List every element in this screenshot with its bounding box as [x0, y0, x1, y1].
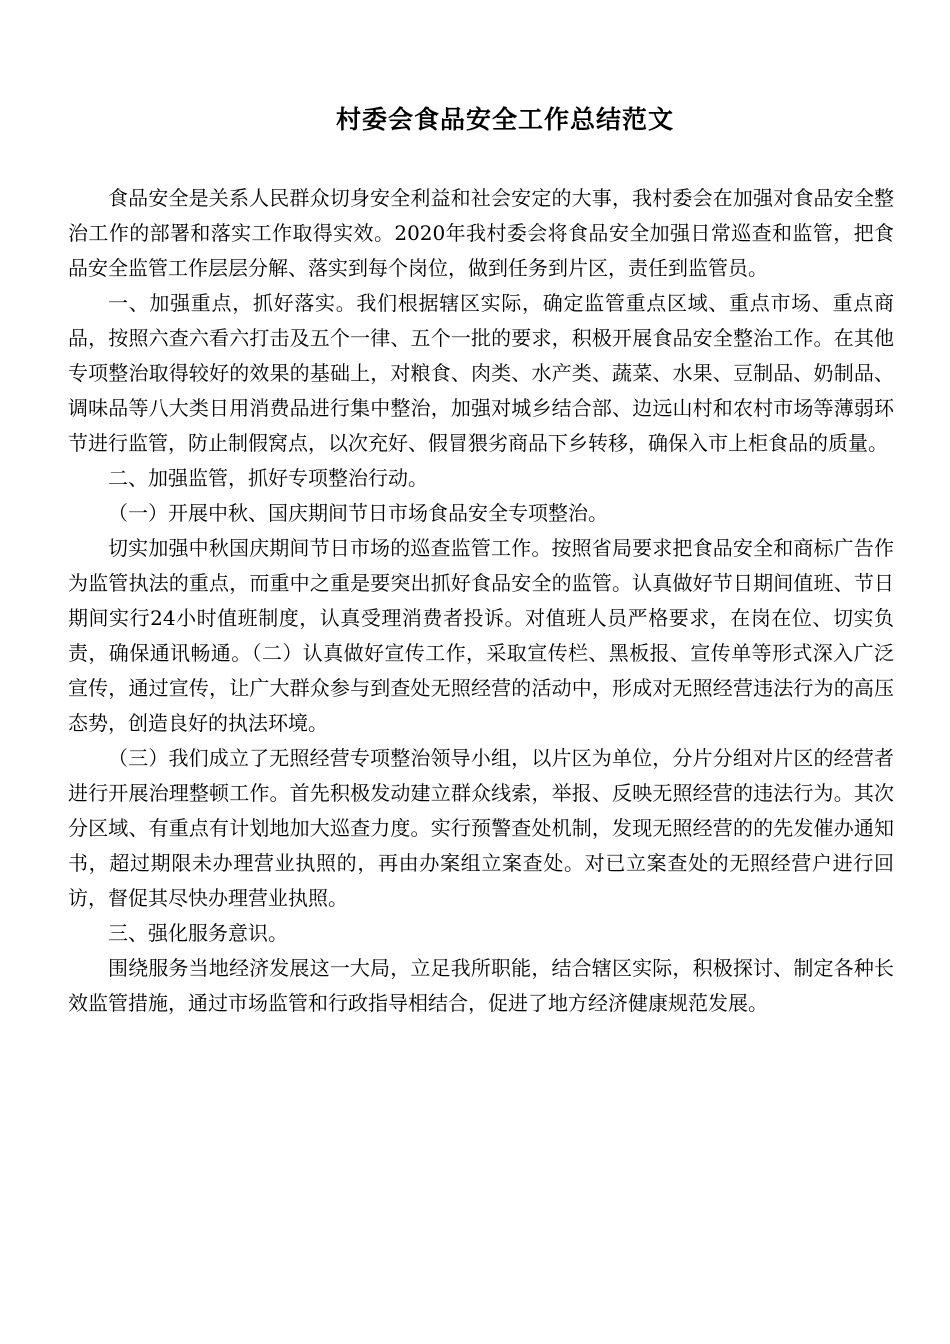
- document-body: [68, 181, 894, 1021]
- paragraph-section-3-body: 围绕服务当地经济发展这一大局，立足我所职能，结合辖区实际，积极探讨、制定各种长效监管措施，通过市场监管和行政指导相结合，促进了地方经济健康规范发展。: [68, 956, 894, 1015]
- paragraph-section-1: 一、加强重点，抓好落实。我们根据辖区实际，确定监管重点区域、重点市场、重点商品，按照六查六看六打击及五个一律、五个一批的要求，积极开展食品安全整治工作。在其他专项整治取得较好的效果的基础上，对粮食、肉类、水产类、蔬菜、水果、豆制品、奶制品、调味品等八大类日用消费品进行集中整治，加强对城乡结合部、边远山村和农村市场等薄弱环节进行监管，防止制假窝点，以次充好、假冒猥劣商品下乡转移，确保入市上柜食品的质量。: [68, 291, 894, 455]
- paragraph-subsection-3: （三）我们成立了无照经营专项整治领导小组，以片区为单位，分片分组对片区的经营者进行开展治理整顿工作。首先积极发动建立群众线索，举报、反映无照经营的违法行为。其次分区域、有重点有计划地加大巡查力度。实行预警查处机制，发现无照经营的的先发催办通知书，超过期限未办理营业执照的，再由办案组立案查处。对已立案查处的无照经营户进行回访，督促其尽快办理营业执照。: [68, 746, 894, 910]
- paragraph-subsection-1-heading: （一）开展中秋、国庆期间节日市场食品安全专项整治。: [108, 501, 608, 525]
- paragraph-section-3-heading: 三、强化服务意识。: [108, 921, 288, 945]
- paragraph-intro: 食品安全是关系人民群众切身安全利益和社会安定的大事，我村委会在加强对食品安全整治工作的部署和落实工作取得实效。2020年我村委会将食品安全加强日常巡查和监管，把食品安全监管工作层层分解、落实到每个岗位，做到任务到片区，责任到监管员。: [68, 186, 894, 280]
- paragraph-section-2-heading: 二、加强监管，抓好专项整治行动。: [108, 466, 428, 490]
- paragraph-subsection-1-body: 切实加强中秋国庆期间节日市场的巡查监管工作。按照省局要求把食品安全和商标广告作为监管执法的重点，而重中之重是要突出抓好食品安全的监管。认真做好节日期间值班、节日期间实行24小时值班制度，认真受理消费者投诉。对值班人员严格要求，在岗在位、切实负责，确保通讯畅通。（二）认真做好宣传工作，采取宣传栏、黑板报、宣传单等形式深入广泛宣传，通过宣传，让广大群众参与到查处无照经营的活动中，形成对无照经营违法行为的高压态势，创造良好的执法环境。: [68, 536, 894, 735]
- document-title: 村委会食品安全工作总结范文: [335, 105, 674, 134]
